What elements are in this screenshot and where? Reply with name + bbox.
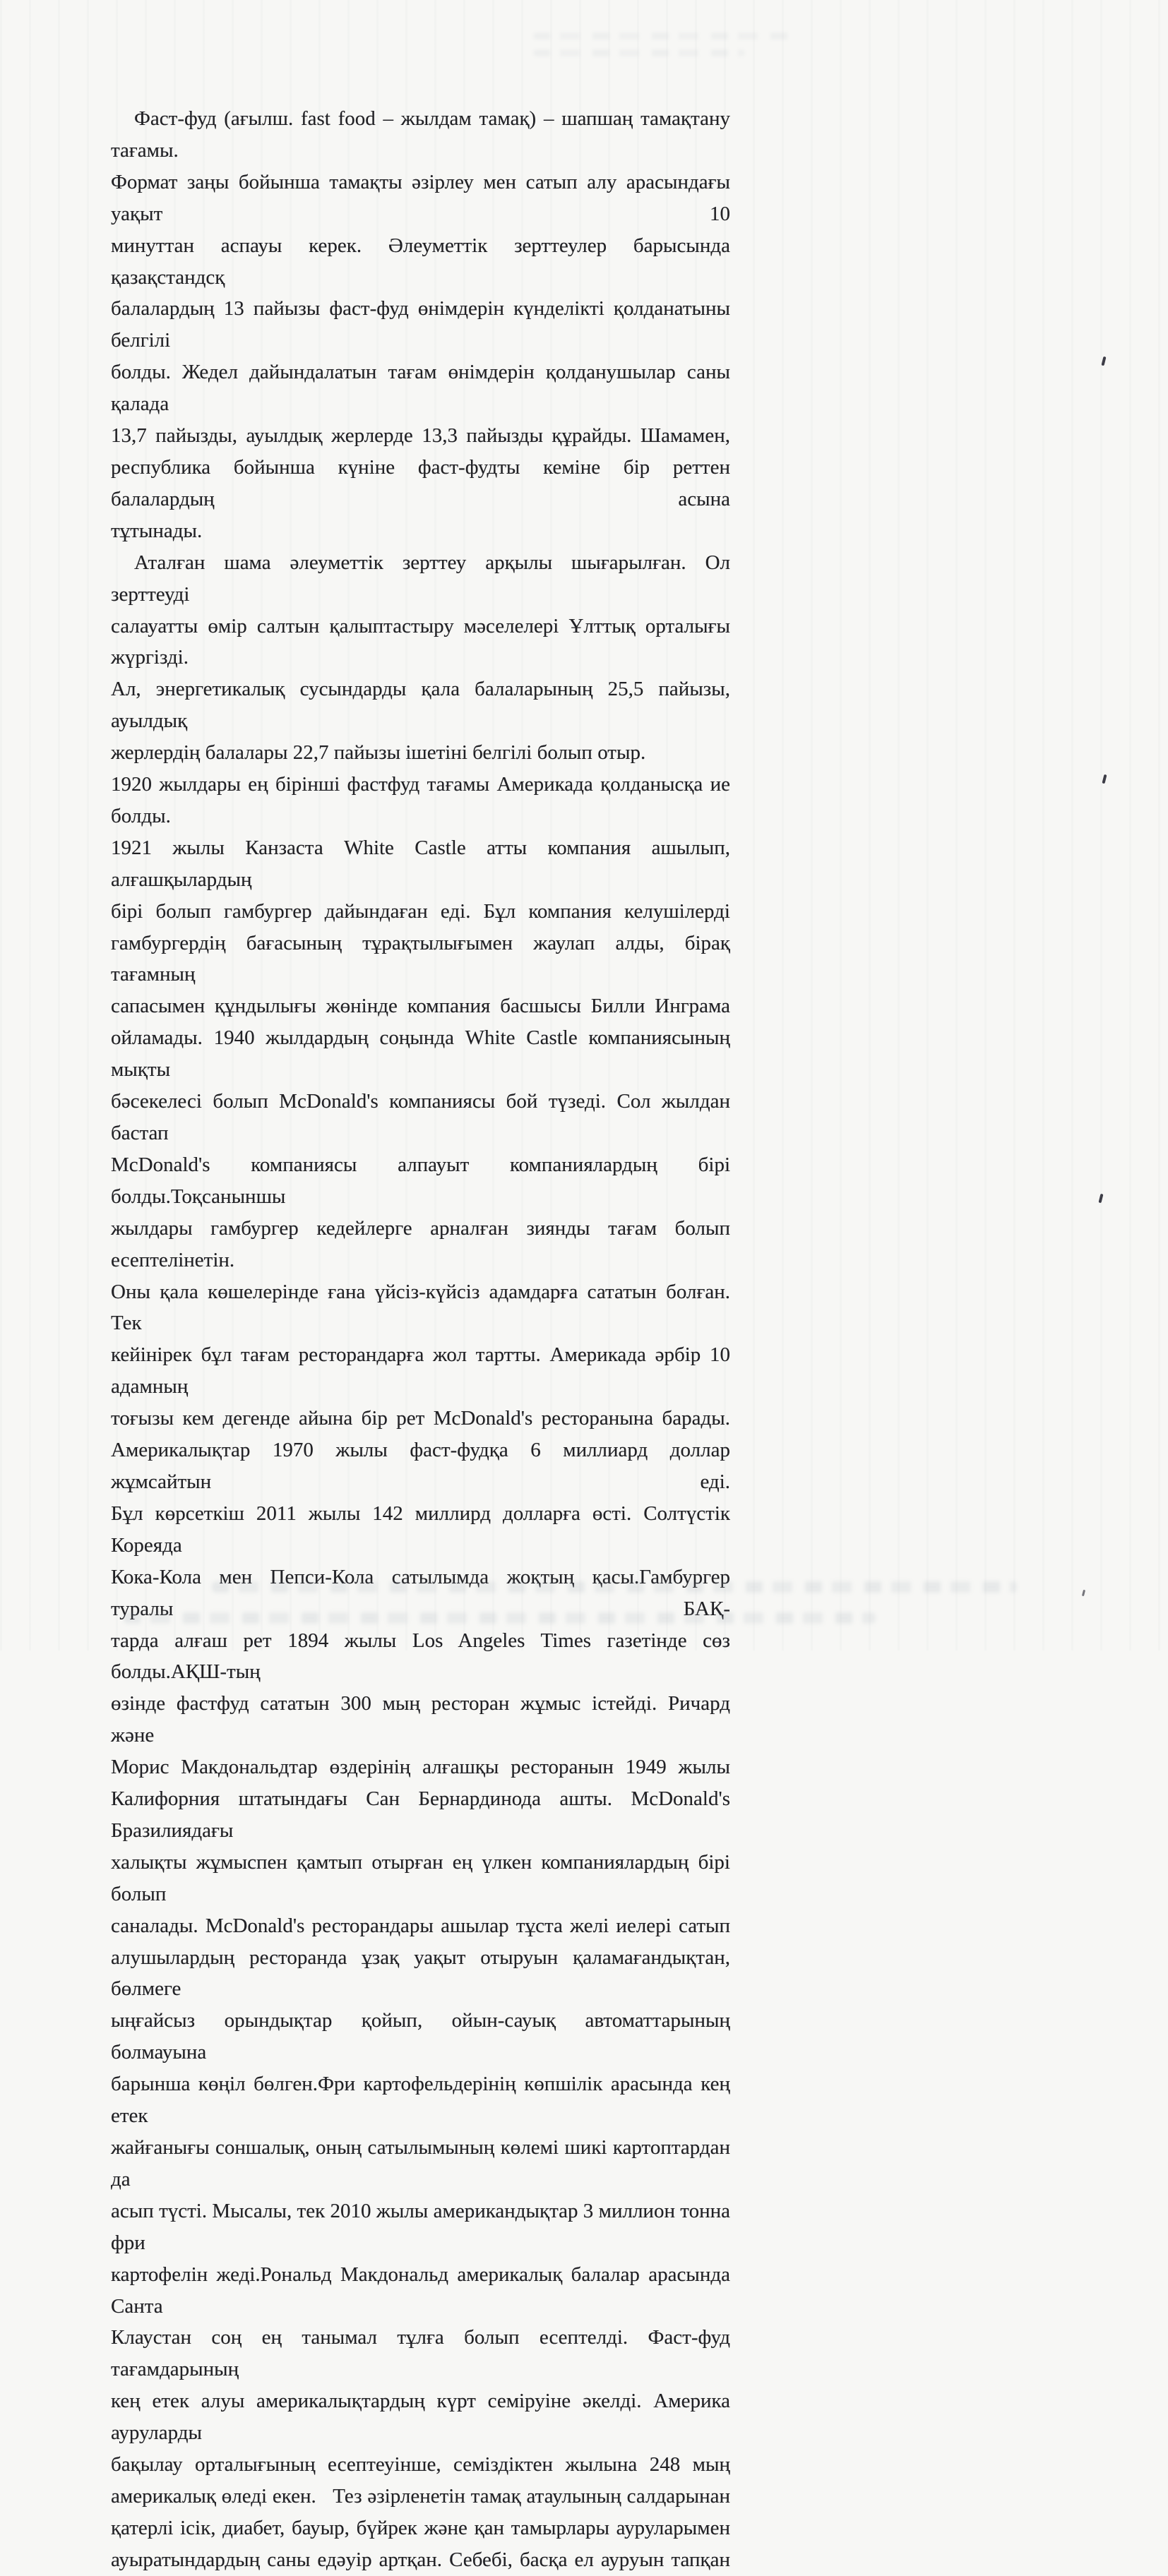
text-line: ойламады. 1940 жылдардың соңында White Castle компаниясының мықты [111, 1026, 730, 1082]
text-line: бәсекелесі болып McDonald's компаниясы бой түзеді. Сол жылдан бастап [111, 1090, 730, 1144]
text-line: ыңғайсыз орындықтар қойып, ойын-сауық автоматтарының болмауына [111, 2009, 730, 2064]
ink-speck [1098, 1194, 1103, 1204]
text-line: Морис Макдональдтар өздерінің алғашқы ресторанын 1949 жылы [111, 1756, 730, 1779]
text-line: Фаст-фуд (ағылш. fast food – жылдам тамақ) – шапшаң тамақтану тағамы. [111, 107, 730, 162]
text-line: жерлердің балалары 22,7 пайызы ішетіні белгілі болып отыр. [111, 741, 646, 765]
text-line: балалардың 13 пайызы фаст-фуд өнімдерін күнделікті қолданатыны белгілі [111, 297, 730, 352]
text-line: Ал, энергетикалық сусындарды қала балаларының 25,5 пайызы, ауылдық [111, 678, 730, 733]
text-line: қатерлі ісік, диабет, бауыр, бүйрек және қан тамырлары ауруларымен [111, 2516, 730, 2539]
paragraph [111, 103, 730, 547]
bleedthrough-ghost-line [533, 49, 745, 56]
text-line: болды. Жедел дайындалатын тағам өнімдерін қолданушылар саны қалада [111, 361, 730, 416]
text-line: Клаустан соң ең танымал тұлға болып есептелді. Фаст-фуд тағамдарының [111, 2326, 730, 2381]
text-line: асып түсті. Мысалы, тек 2010 жылы американдықтар 3 миллион тонна фри [111, 2199, 730, 2254]
bleedthrough-ghost-line [533, 32, 794, 40]
text-line: кейінірек бұл тағам ресторандарға жол тартты. Америкада әрбір 10 адамның [111, 1343, 730, 1398]
text-line: республика бойынша күніне фаст-фудты кеміне бір реттен балалардың асына [111, 455, 730, 510]
text-line: салауатты өмір салтын қалыптастыру мәселелері Ұлттық орталығы жүргізді. [111, 614, 730, 669]
text-line: тұтынады. [111, 519, 203, 542]
paragraph [111, 547, 730, 769]
text-line: барынша көңіл бөлген.Фри картофельдерінің көпшілік арасында кең етек [111, 2073, 730, 2128]
text-line: алушылардың ресторанда ұзақ уақыт отыруын қаламағандықтан, бөлмеге [111, 1946, 730, 2001]
text-line: өзінде фастфуд сататын 300 мың ресторан жұмыс істейді. Ричард және [111, 1692, 730, 1747]
text-line: 1920 жылдары ең бірінші фастфуд тағамы Америкада қолданысқа ие болды. [111, 773, 730, 827]
ink-speck [1082, 1590, 1085, 1596]
text-line: Бұл көрсеткіш 2011 жылы 142 миллирд долларға өсті. Солтүстік Кореяда [111, 1502, 730, 1557]
text-line: Кока-Кола мен Пепси-Кола сатылымда жоқтың қасы.Гамбургер туралы БАҚ- [111, 1565, 730, 1620]
text-line: саналады. McDonald's ресторандары ашылар тұста желі иелері сатып [111, 1914, 730, 1937]
text-line: бақылау орталығының есептеуінше, семіздіктен жылына 248 мың [111, 2453, 730, 2476]
bleedthrough-ghost-line [212, 1581, 1017, 1593]
text-line: Аталған шама әлеуметтік зерттеу арқылы шығарылған. Ол зерттеуді [111, 551, 730, 606]
text-line: сапасымен құндылығы жөнінде компания басшысы Билли Инграма [111, 995, 730, 1018]
text-line: тоғызы кем дегенде айына бір рет McDonald's ресторанына барады. [111, 1407, 730, 1430]
text-line: Калифорния штатындағы Сан Бернардинода ашты. McDonald's Бразилиядағы [111, 1787, 730, 1842]
text-line: минуттан аспауы керек. Әлеуметтік зерттеулер барысында қазақстандсқ [111, 234, 730, 289]
text-line: Формат заңы бойынша тамақты әзірлеу мен сатып алу арасындағы уақыт 10 [111, 170, 730, 225]
text-line: тарда алғаш рет 1894 жылы Los Angeles Times газетінде сөз болды.АҚШ-тың [111, 1629, 730, 1684]
text-line: McDonald's компаниясы алпауыт компаниялардың бірі болды.Тоқсаныншы [111, 1153, 730, 1208]
text-line: жайғанығы соншалық, оның сатылымының көлемі шикі картоптардан да [111, 2136, 730, 2191]
text-line: 13,7 пайызды, ауылдық жерлерде 13,3 пайызды құрайды. Шамамен, [111, 424, 730, 448]
document-text [111, 103, 730, 2576]
ink-speck [1102, 774, 1107, 784]
text-line: 1921 жылы Канзаста White Castle атты компания ашылып, алғашқылардың [111, 836, 730, 891]
text-line: ауыратындардың саны едәуір артқан. Себебі, басқа ел ауруын тапқан [111, 2548, 730, 2571]
text-line: халықты жұмыспен қамтып отырған ең үлкен компаниялардың бірі болып [111, 1850, 730, 1905]
text-line: жылдары гамбургер кедейлерге арналған зиянды тағам болып есептелінетін. [111, 1216, 730, 1271]
text-line: Америкалықтар 1970 жылы фаст-фудқа 6 миллиард доллар жұмсайтын еді. [111, 1439, 730, 1493]
bleedthrough-ghost-line [124, 1612, 876, 1624]
paragraph [111, 769, 730, 2576]
text-line: кең етек алуы америкалықтардың күрт семіруіне әкелді. Америка ауруларды [111, 2390, 730, 2445]
text-line: бірі болып гамбургер дайындаған еді. Бұл компания келушілерді [111, 899, 730, 923]
ink-speck [1101, 357, 1106, 366]
text-line: гамбургердің бағасының тұрақтылығымен жаулап алды, бірақ тағамның [111, 931, 730, 986]
text-line: картофелін жеді.Рональд Макдональд америкалық балалар арасында Санта [111, 2263, 730, 2318]
text-line: Оны қала көшелерінде ғана үйсіз-күйсіз адамдарға сататын болған. Тек [111, 1280, 730, 1335]
text-line: америкалық өледі екен. Тез әзірленетін тамақ атаулының салдарынан [111, 2484, 730, 2508]
